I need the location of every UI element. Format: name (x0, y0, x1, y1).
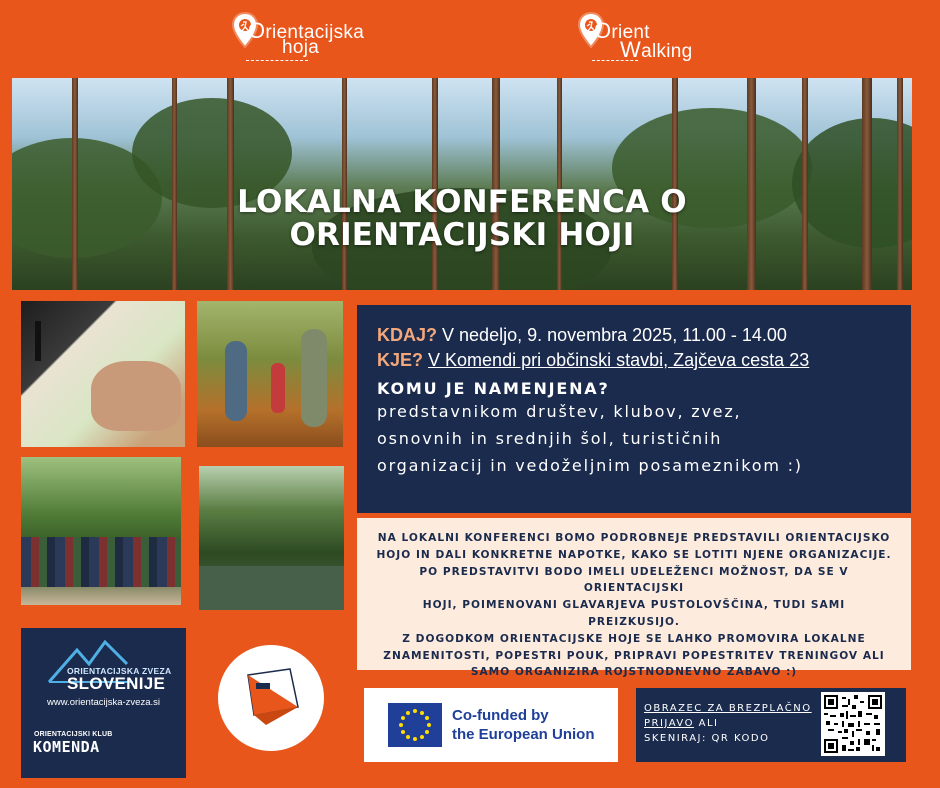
event-info-box (357, 305, 911, 513)
hero-title-line-2: ORIENTACIJSKI HOJI (289, 217, 635, 253)
description-line-6: ZNAMENITOSTI, POPESTRI POUK, PRIPRAVI POPESTRITEV TRENINGOV ALI (383, 649, 885, 662)
description-line-2: HOJO IN DALI KONKRETNE NAPOTKE, KAKO SE LOTITI NJENE ORGANIZACIJE. (376, 548, 892, 561)
registration-text (644, 701, 812, 746)
registration-or-text: ALI (693, 718, 719, 729)
where-line (377, 348, 891, 373)
ozs-name-line-1: ORIENTACIJSKA ZVEZA (67, 666, 172, 676)
orientacijska-hoja-logo: Orientacijska hoja (232, 12, 372, 68)
description-box (357, 518, 911, 679)
logo-left-text-1: rientacijska (265, 22, 365, 43)
forest-pond-photo (199, 466, 344, 610)
audience-heading: KOMU JE NAMENJENA? (377, 379, 610, 398)
orient-walking-logo: Orient Walking (578, 12, 718, 68)
eu-funding-box (364, 688, 618, 762)
description-line-1: NA LOKALNI KONFERENCI BOMO PODROBNEJE PREDSTAVILI ORIENTACIJSKO (377, 532, 891, 544)
club-label-small: ORIENTACIJSKI KLUB (34, 731, 113, 738)
ozs-website-link[interactable]: www.orientacijska-zveza.si (47, 697, 160, 708)
map-compass-photo (21, 301, 185, 447)
description-line-3: PO PREDSTAVITVI BODO IMELI UDELEŽENCI MOŽNOST, DA SE V ORIENTACIJSKI (419, 565, 849, 595)
qr-code-icon[interactable] (821, 692, 885, 756)
registration-box (636, 688, 906, 762)
club-label-big: KOMENDA (33, 738, 100, 756)
group-forest-photo (21, 457, 181, 605)
description-line-7: SAMO ORGANIZIRA ROJSTNODNEVNO ZABAVO :) (470, 666, 798, 679)
orienteering-control-flag-icon (218, 645, 324, 751)
where-label: KJE? (377, 350, 424, 370)
hikers-photo (197, 301, 343, 447)
eu-line-1: Co-funded by (452, 707, 549, 724)
ozs-logo-box (21, 628, 186, 778)
eu-flag-icon (388, 703, 442, 747)
eu-line-2: the European Union (452, 726, 595, 743)
ozs-name-line-2: SLOVENIJE (67, 674, 166, 693)
logo-left-text-2: hoja (282, 37, 320, 58)
hero-forest-image (12, 78, 912, 290)
logo-right-text-1: rient (611, 22, 650, 43)
description-line-5: Z DOGODKOM ORIENTACIJSKE HOJE SE LAHKO PROMOVIRA LOKALNE (402, 632, 866, 645)
description-line-4: HOJI, POIMENOVANI GLAVARJEVA PUSTOLOVŠČINA, TUDI SAMI PREIZKUSIJO. (422, 599, 846, 628)
logo-right-text-2: alking (641, 41, 693, 62)
registration-link-2[interactable]: PRIJAVO (644, 718, 694, 729)
audience-line-2: osnovnih in srednjih šol, turističnih (377, 429, 723, 448)
scan-qr-text: SKENIRAJ: QR KODO (644, 733, 770, 744)
registration-link-1[interactable]: OBRAZEC ZA BREZPLAČNO (644, 703, 812, 714)
audience-line-1: predstavnikom društev, klubov, zvez, (377, 402, 742, 421)
orienteering-flag-logo (218, 645, 324, 751)
when-value: V nedeljo, 9. novembra 2025, 11.00 - 14.00 (442, 325, 787, 345)
when-line (377, 323, 891, 348)
where-link[interactable]: V Komendi pri občinski stavbi, Zajčeva cesta 23 (428, 350, 810, 370)
hero-title (12, 186, 912, 252)
audience-line-3: organizacij in vedoželjnim posameznikom :) (377, 456, 803, 475)
when-label: KDAJ? (377, 325, 438, 345)
eu-funding-text (452, 706, 595, 744)
hero-title-line-1: LOKALNA KONFERENCA O (237, 184, 687, 220)
